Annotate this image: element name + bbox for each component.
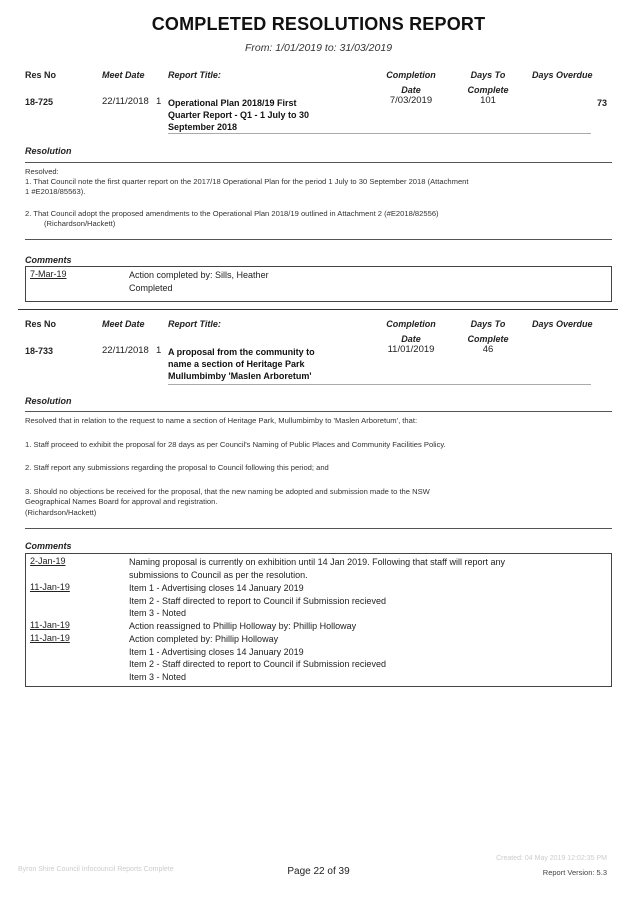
resolution-label: Resolution [25, 396, 72, 406]
header-completion-date: Date [401, 334, 421, 344]
divider [168, 133, 591, 134]
spacer [25, 197, 615, 209]
resolution-line: 1. That Council note the first quarter report on the 2017/18 Operational Plan for the period 1 July to 30 September 2018 (Attachment [25, 177, 469, 186]
resolution-line: Resolved: [25, 167, 59, 176]
days-overdue: 73 [597, 98, 608, 108]
record-separator [18, 309, 618, 310]
header-completion: Completion [386, 319, 436, 329]
header-days-to-complete: Complete [467, 85, 509, 95]
header-meet-date: Meet Date [102, 70, 145, 80]
comment-text [129, 633, 386, 684]
comment-line: Item 3 - Noted [129, 608, 187, 619]
comment-text [129, 269, 269, 294]
completion-date: 7/03/2019 [389, 95, 433, 106]
spacer [25, 450, 615, 463]
comments-label: Comments [25, 541, 72, 551]
comment-date: 7-Mar-19 [30, 269, 67, 279]
record-title-line: Mullumbimby 'Maslen Arboretum' [168, 371, 312, 381]
divider [25, 239, 612, 240]
comment-line: Item 2 - Staff directed to report to Council if Submission recieved [129, 595, 386, 606]
header-days-to-complete: Complete [467, 334, 509, 344]
comment-text [129, 582, 386, 620]
resolution-line: 2. Staff report any submissions regarding the proposal to Council following this period; and [25, 463, 329, 472]
comment-line: Item 3 - Noted [129, 672, 187, 683]
comment-line: Item 1 - Advertising closes 14 January 2019 [129, 583, 304, 593]
meet-date: 22/11/2018 [102, 345, 149, 356]
header-completion-date: Date [401, 85, 421, 95]
resolution-line: (Richardson/Hackett) [44, 219, 116, 228]
header-res-no: Res No [25, 70, 57, 80]
header-days-overdue: Days Overdue [532, 70, 593, 80]
header-report-title: Report Title: [168, 70, 221, 80]
meet-no: 1 [156, 96, 162, 107]
resolution-line: (Richardson/Hackett) [25, 507, 97, 517]
report-version: Report Version: 5.3 [542, 868, 607, 877]
footer-created: Created: 04 May 2019 12:02:35 PM [496, 855, 607, 862]
meet-date: 22/11/2018 [102, 96, 149, 107]
comment-date: 11-Jan-19 [30, 582, 70, 592]
header-days-to: Days To [470, 319, 506, 329]
comment-line: Action completed by: Sills, Heather [129, 270, 269, 280]
report-title: COMPLETED RESOLUTIONS REPORT [151, 14, 486, 34]
resolution-line: Resolved that in relation to the request to name a section of Heritage Park, Mullumbimby to 'Maslen Arboretum', that: [25, 416, 418, 425]
resolution-label: Resolution [25, 146, 72, 156]
comment-line: Action reassigned to Phillip Holloway by: Phillip Holloway [129, 621, 357, 631]
resolution-line: 2. That Council adopt the proposed amendments to the Operational Plan 2018/19 outlined in Attachment 2 (#E2018/82556) [25, 209, 439, 218]
resolution-text [25, 416, 615, 518]
resolution-line: 1. Staff proceed to exhibit the proposal for 28 days as per Council's Naming of Public Places and Community Facilities Policy. [25, 439, 446, 449]
spacer [25, 427, 615, 440]
record-title-line: A proposal from the community to [168, 347, 315, 357]
comment-text [129, 620, 356, 633]
comment-line: Item 1 - Advertising closes 14 January 2019 [129, 646, 304, 657]
report-period: From: 1/01/2019 to: 31/03/2019 [244, 42, 393, 54]
header-meet-date: Meet Date [102, 319, 145, 329]
comment-line: Action completed by: Phillip Holloway [129, 634, 279, 644]
record-title [168, 97, 368, 133]
comments-box [25, 266, 612, 302]
record-title-line: Quarter Report - Q1 - 1 July to 30 [168, 110, 310, 120]
comment-line: Item 2 - Staff directed to report to Council if Submission recieved [129, 659, 386, 670]
comment-line: Naming proposal is currently on exhibition until 14 Jan 2019. Following that staff will report any [129, 557, 506, 567]
comments-box [25, 553, 612, 687]
header-days-to: Days To [470, 70, 506, 80]
header-res-no: Res No [25, 319, 57, 329]
resolution-line: Geographical Names Board for approval and registration. [25, 497, 218, 506]
divider [25, 528, 612, 529]
completion-date: 11/01/2019 [387, 344, 435, 355]
resolution-line: 1 #E2018/85563). [25, 187, 86, 196]
divider [168, 384, 591, 385]
days-to-complete: 101 [480, 95, 496, 106]
comment-line: submissions to Council as per the resolution. [129, 569, 308, 580]
res-no: 18-725 [25, 97, 54, 107]
footer-source: Byron Shire Council Infocouncil Reports Complete [18, 866, 174, 873]
comment-text [129, 556, 505, 581]
spacer [25, 474, 615, 487]
comments-label: Comments [25, 255, 72, 265]
resolution-line: 3. Should no objections be received for the proposal, that the new naming be adopted and submission made to the NSW [25, 486, 430, 496]
record-title-line: name a section of Heritage Park [168, 359, 305, 369]
divider [25, 411, 612, 412]
page-number: Page 22 of 39 [287, 866, 350, 877]
divider [25, 162, 612, 163]
header-report-title: Report Title: [168, 319, 221, 329]
comment-date: 11-Jan-19 [30, 620, 70, 630]
comment-date: 2-Jan-19 [30, 556, 66, 566]
header-days-overdue: Days Overdue [532, 319, 593, 329]
comment-line: Completed [129, 282, 173, 293]
days-to-complete: 46 [482, 344, 494, 355]
comment-date: 11-Jan-19 [30, 633, 70, 643]
record-title-line: Operational Plan 2018/19 First [168, 98, 297, 108]
header-completion: Completion [386, 70, 436, 80]
record-title [168, 346, 368, 382]
record-title-line: September 2018 [168, 122, 238, 132]
res-no: 18-733 [25, 346, 54, 356]
resolution-text [25, 167, 615, 229]
meet-no: 1 [156, 345, 162, 356]
